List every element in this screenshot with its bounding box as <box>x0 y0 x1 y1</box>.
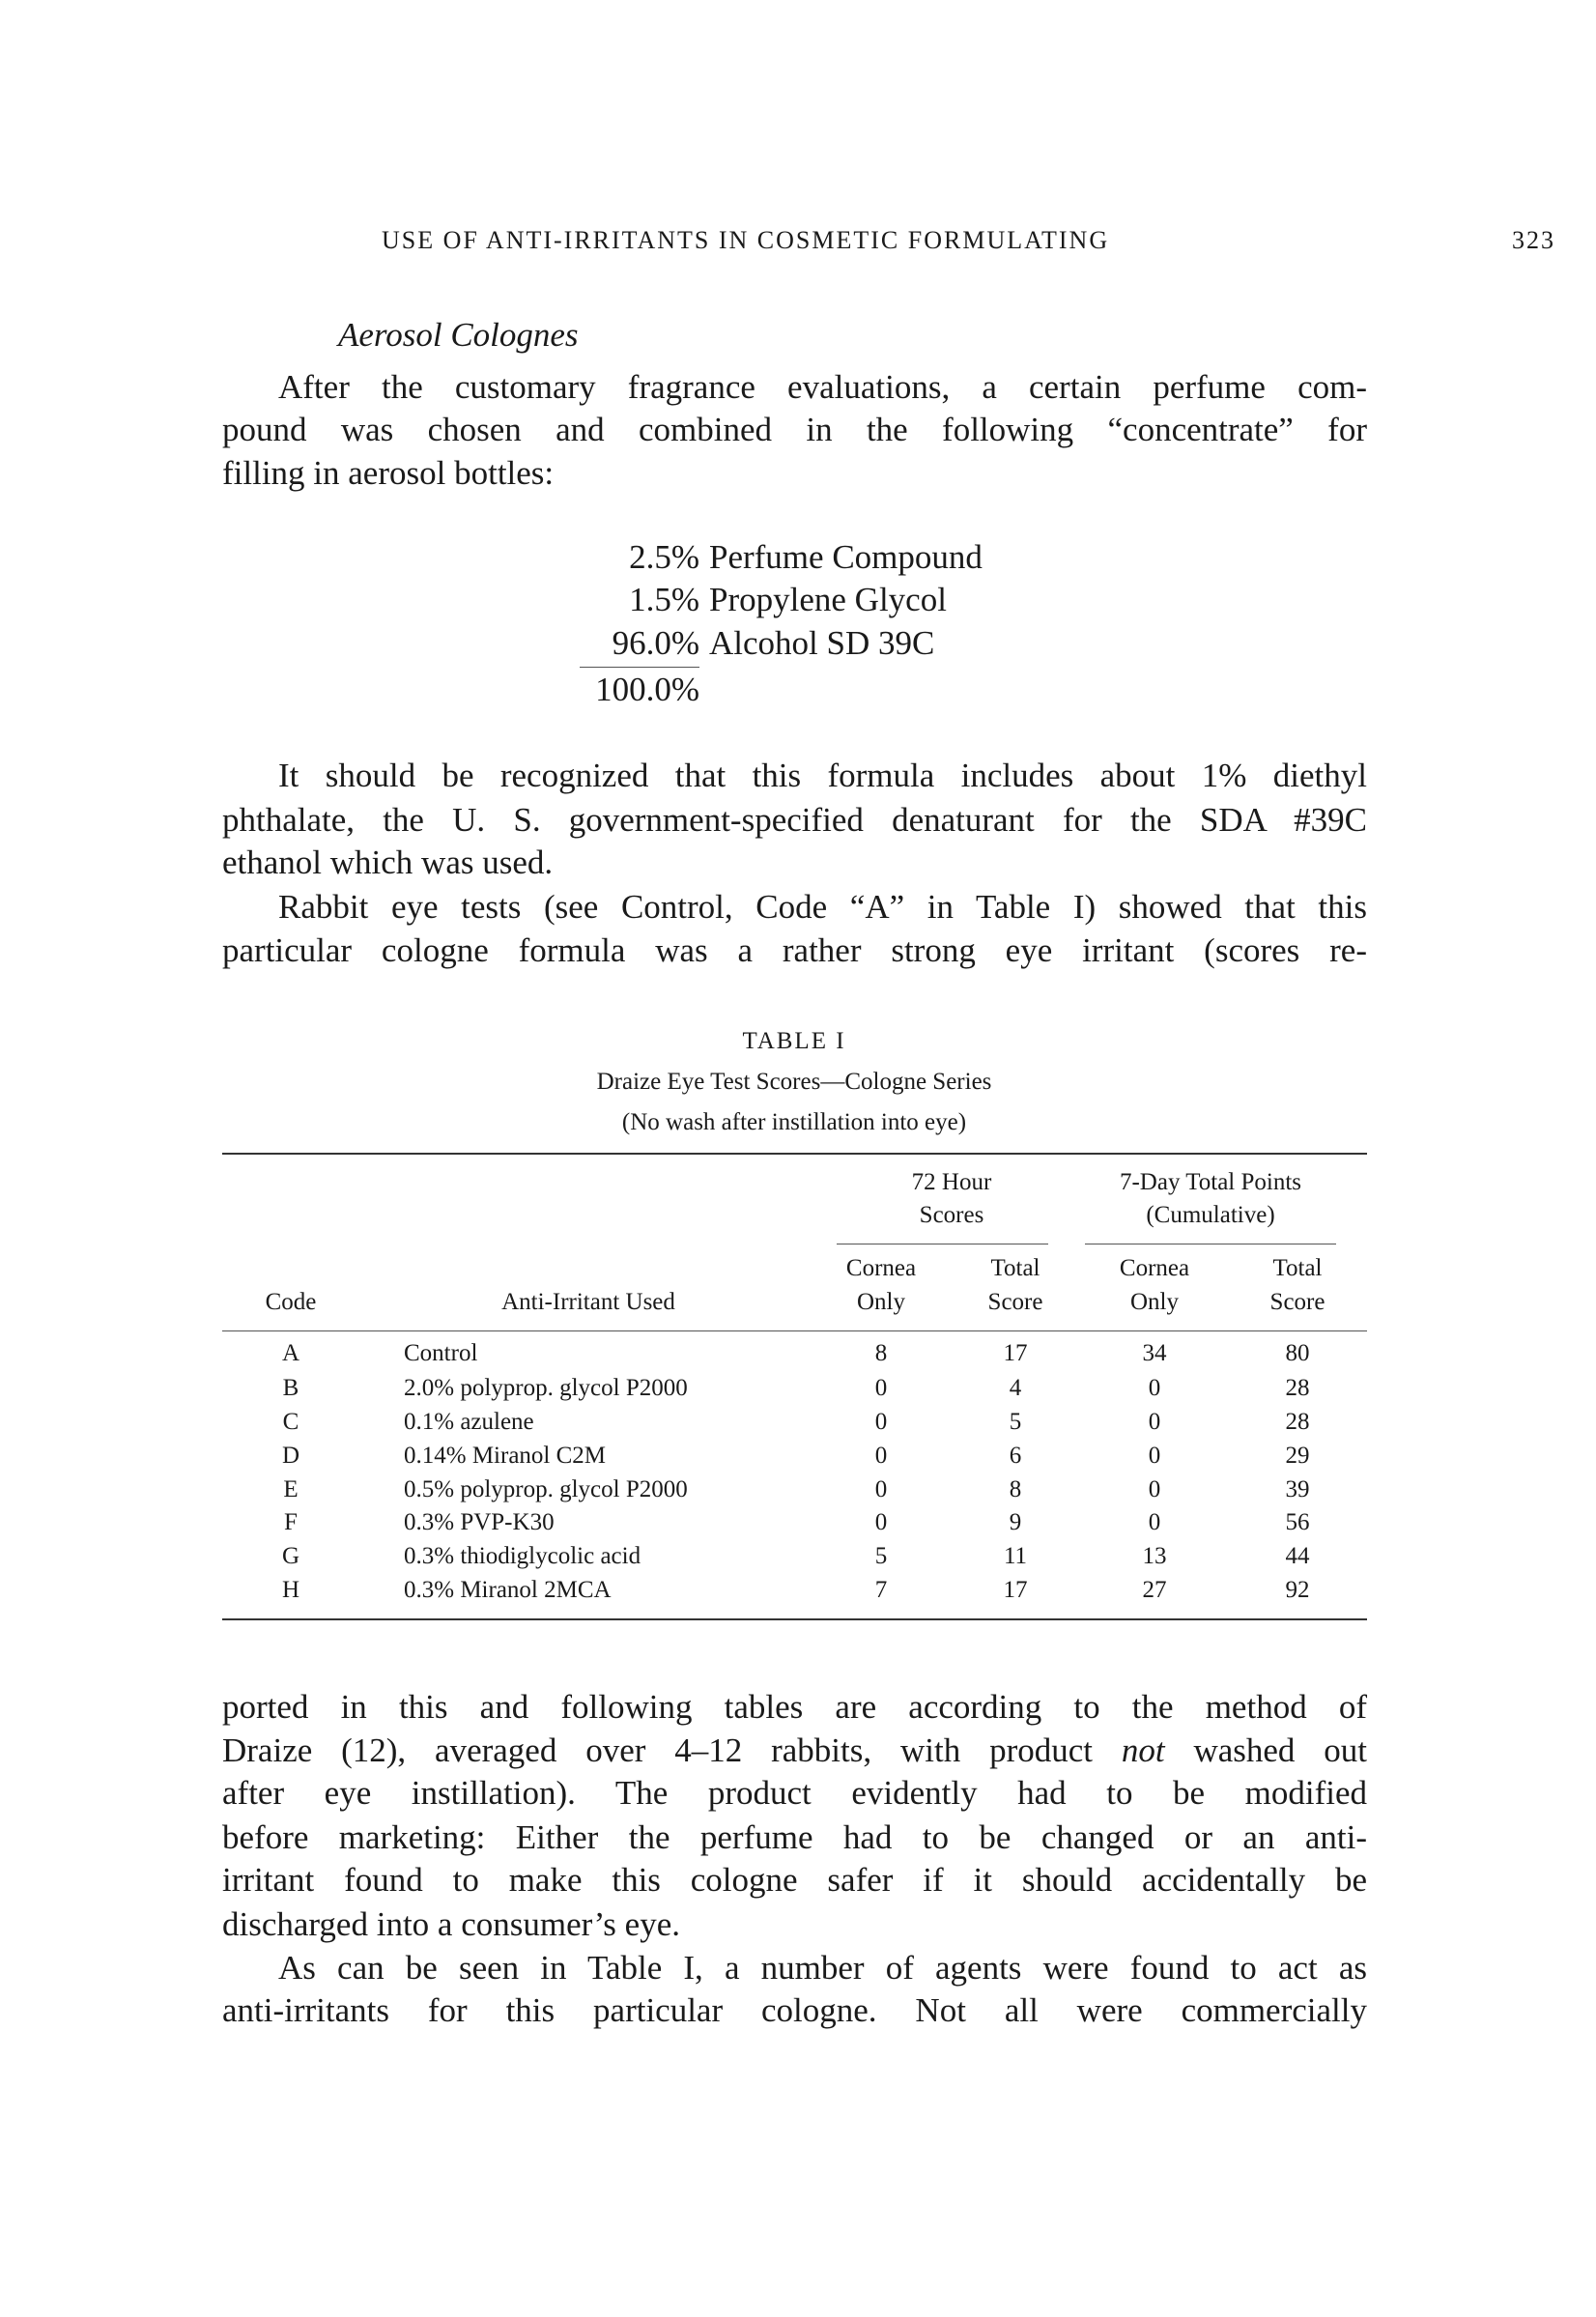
sum-rule <box>580 667 699 668</box>
col-header: Cornea <box>845 1255 917 1281</box>
cell-agent: 0.3% Miranol 2MCA <box>404 1577 612 1603</box>
formula-pct: 1.5% <box>629 581 699 618</box>
cell-code: D <box>281 1443 300 1469</box>
page-number: 323 <box>1512 226 1555 254</box>
cell-72h-cornea: 8 <box>874 1340 888 1366</box>
paragraph-line <box>222 1731 1367 1770</box>
paragraph-line: after eye instillation). The product evidently had to be modified <box>222 1774 1367 1812</box>
cell-7d-total: 56 <box>1285 1509 1310 1535</box>
cell-7d-cornea: 0 <box>1148 1409 1161 1435</box>
table-top-rule <box>222 1153 1367 1155</box>
cell-7d-cornea: 0 <box>1148 1375 1161 1401</box>
col-header: Only <box>1130 1289 1179 1315</box>
group-header: 7-Day Total Points <box>1119 1169 1302 1195</box>
cell-code: F <box>284 1509 298 1535</box>
text: washed out <box>1164 1731 1367 1769</box>
cell-72h-total: 5 <box>1009 1409 1022 1435</box>
paragraph-line: anti-irritants for this particular cologne. Not all were commercially <box>222 1991 1367 2029</box>
paragraph-line: discharged into a consumer’s eye. <box>222 1905 680 1943</box>
cell-72h-total: 9 <box>1009 1509 1022 1535</box>
cell-7d-total: 28 <box>1285 1409 1310 1435</box>
col-header: Total <box>990 1255 1040 1281</box>
cell-7d-total: 80 <box>1285 1340 1310 1366</box>
cell-72h-cornea: 7 <box>874 1577 888 1603</box>
cell-code: G <box>281 1543 300 1569</box>
cell-72h-cornea: 0 <box>874 1443 888 1469</box>
cell-7d-total: 39 <box>1285 1476 1310 1502</box>
formula-ingredient: Perfume Compound <box>709 538 983 576</box>
col-header: Score <box>1269 1289 1325 1315</box>
paragraph-line: particular cologne formula was a rather strong eye irritant (scores re- <box>222 931 1367 969</box>
formula-total: 100.0% <box>595 671 699 708</box>
col-header: Cornea <box>1119 1255 1190 1281</box>
paragraph-line: phthalate, the U. S. government-specified denaturant for the SDA #39C <box>222 801 1367 839</box>
cell-code: H <box>281 1577 300 1603</box>
cell-7d-cornea: 27 <box>1142 1577 1167 1603</box>
paragraph-line: ethanol which was used. <box>222 844 554 881</box>
paragraph-line: irritant found to make this cologne safer if it should accidentally be <box>222 1861 1367 1899</box>
cell-agent: 2.0% polyprop. glycol P2000 <box>404 1375 688 1401</box>
cell-72h-cornea: 0 <box>874 1509 888 1535</box>
cell-72h-total: 8 <box>1009 1476 1022 1502</box>
cell-agent: 0.3% thiodiglycolic acid <box>404 1543 641 1569</box>
table-title: Draize Eye Test Scores—Cologne Series <box>596 1069 992 1095</box>
cell-72h-total: 4 <box>1009 1375 1022 1401</box>
cell-agent: Control <box>404 1340 478 1366</box>
formula-pct: 96.0% <box>612 624 699 662</box>
paragraph-line: As can be seen in Table I, a number of agents were found to act as <box>278 1949 1367 1987</box>
cell-72h-total: 11 <box>1003 1543 1028 1569</box>
cell-7d-total: 29 <box>1285 1443 1310 1469</box>
running-title: USE OF ANTI-IRRITANTS IN COSMETIC FORMULATING <box>382 226 1110 254</box>
cell-7d-total: 92 <box>1285 1577 1310 1603</box>
cell-agent: 0.14% Miranol C2M <box>404 1443 607 1469</box>
cell-code: B <box>282 1375 299 1401</box>
cell-7d-total: 44 <box>1285 1543 1310 1569</box>
paragraph-line: before marketing: Either the perfume had to be changed or an anti- <box>222 1818 1367 1856</box>
group-header: Scores <box>919 1202 984 1228</box>
group-header: 72 Hour <box>911 1169 992 1195</box>
header-rule <box>222 1330 1367 1331</box>
cell-agent: 0.5% polyprop. glycol P2000 <box>404 1476 688 1502</box>
table-subtitle: (No wash after instillation into eye) <box>621 1109 967 1135</box>
cell-7d-total: 28 <box>1285 1375 1310 1401</box>
paragraph-line: It should be recognized that this formula includes about 1% diethyl <box>278 757 1367 794</box>
paragraph-line: pound was chosen and combined in the following “concentrate” for <box>222 411 1367 448</box>
col-header: Only <box>857 1289 905 1315</box>
cell-code: C <box>282 1409 299 1435</box>
cell-agent: 0.1% azulene <box>404 1409 534 1435</box>
cell-72h-cornea: 5 <box>874 1543 888 1569</box>
text: Draize (12), averaged over 4–12 rabbits, with product <box>222 1731 1122 1769</box>
cell-7d-cornea: 13 <box>1142 1543 1167 1569</box>
cell-7d-cornea: 0 <box>1148 1509 1161 1535</box>
cell-7d-cornea: 0 <box>1148 1476 1161 1502</box>
formula-ingredient: Propylene Glycol <box>709 581 947 618</box>
cell-7d-cornea: 0 <box>1148 1443 1161 1469</box>
cell-72h-cornea: 0 <box>874 1375 888 1401</box>
paragraph-line: Rabbit eye tests (see Control, Code “A” in Table I) showed that this <box>278 888 1367 926</box>
col-header-agent: Anti-Irritant Used <box>501 1289 675 1315</box>
col-header: Total <box>1272 1255 1323 1281</box>
group-header: (Cumulative) <box>1146 1202 1275 1228</box>
cell-72h-cornea: 0 <box>874 1409 888 1435</box>
table-label: TABLE I <box>742 1028 846 1054</box>
paragraph-line: filling in aerosol bottles: <box>222 454 555 492</box>
table-bottom-rule <box>222 1618 1367 1620</box>
cell-72h-total: 17 <box>1003 1577 1028 1603</box>
cell-72h-cornea: 0 <box>874 1476 888 1502</box>
cell-code: E <box>283 1476 299 1502</box>
col-header-code: Code <box>265 1289 317 1315</box>
cell-agent: 0.3% PVP-K30 <box>404 1509 555 1535</box>
cell-72h-total: 17 <box>1003 1340 1028 1366</box>
section-title: Aerosol Colognes <box>338 316 579 354</box>
col-header: Score <box>987 1289 1043 1315</box>
cell-72h-total: 6 <box>1009 1443 1022 1469</box>
emphasis: not <box>1121 1731 1165 1769</box>
cell-code: A <box>281 1340 300 1366</box>
paragraph-line: ported in this and following tables are according to the method of <box>222 1688 1367 1726</box>
paragraph-line: After the customary fragrance evaluations, a certain perfume com- <box>278 368 1367 406</box>
formula-ingredient: Alcohol SD 39C <box>709 624 935 662</box>
formula-pct: 2.5% <box>629 538 699 576</box>
cell-7d-cornea: 34 <box>1142 1340 1167 1366</box>
